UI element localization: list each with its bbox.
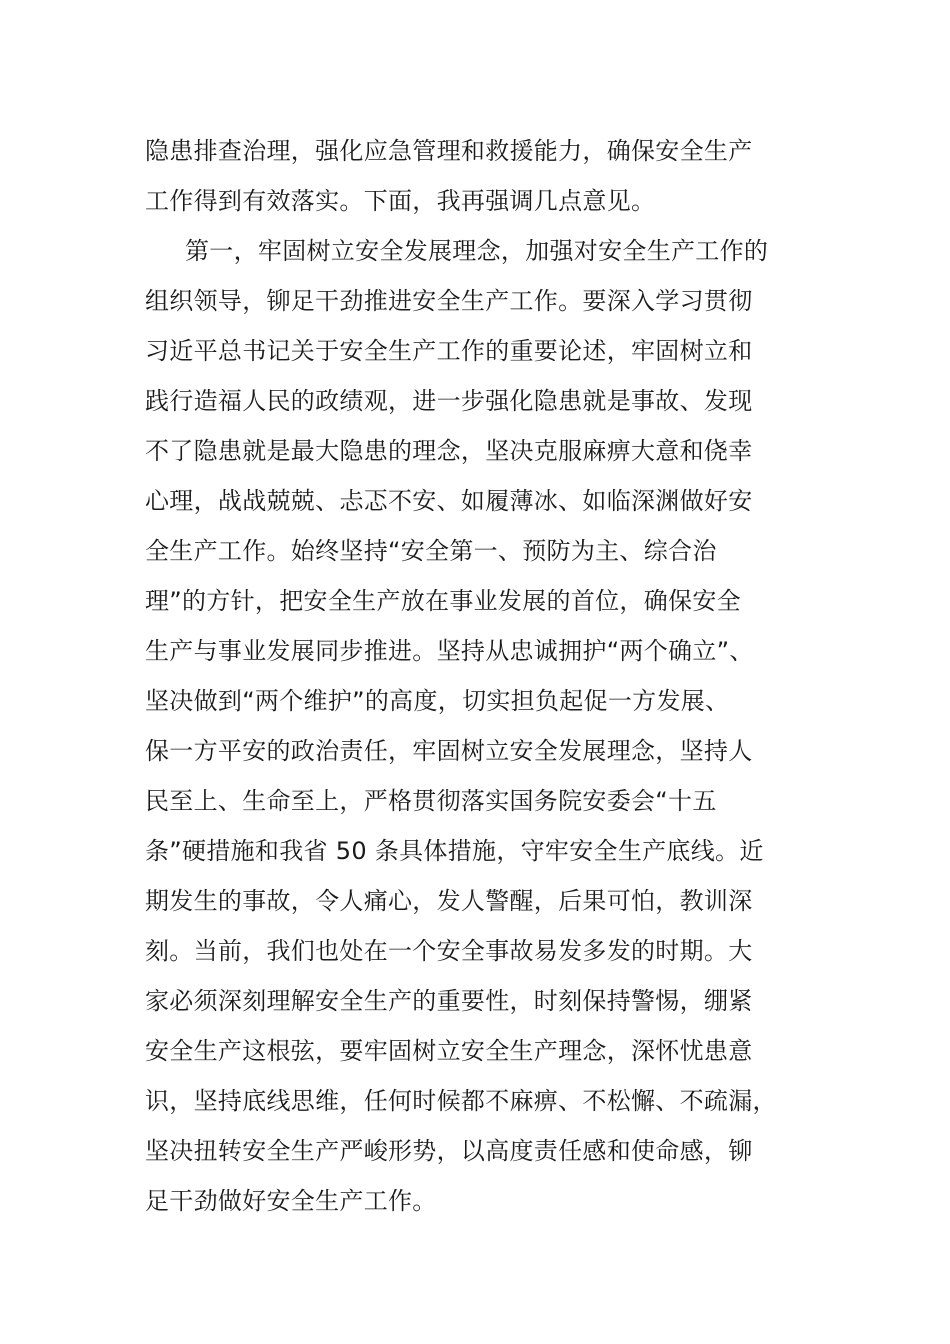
text-line: 践行造福人民的政绩观，进一步强化隐患就是事故、发现 (145, 387, 753, 415)
text-line: 家必须深刻理解安全生产的重要性，时刻保持警惕，绷紧 (145, 987, 753, 1015)
paragraph-first-line: 第一，牢固树立安全发展理念，加强对安全生产工作的 (185, 237, 769, 265)
text-line: 民至上、生命至上，严格贯彻落实国务院安委会“十五 (145, 787, 717, 815)
text-line: 隐患排查治理，强化应急管理和救援能力，确保安全生产 (145, 137, 753, 165)
text-line: 坚决做到“两个维护”的高度，切实担负起促一方发展、 (145, 687, 730, 715)
text-line: 心理，战战兢兢、忐忑不安、如履薄冰、如临深渊做好安 (145, 487, 753, 515)
text-line: 全生产工作。始终坚持“安全第一、预防为主、综合治 (145, 537, 717, 565)
text-line: 识，坚持底线思维，任何时候都不麻痹、不松懈、不疏漏， (145, 1087, 777, 1115)
text-line: 安全生产这根弦，要牢固树立安全生产理念，深怀忧患意 (145, 1037, 753, 1065)
text-line: 不了隐患就是最大隐患的理念，坚决克服麻痹大意和侥幸 (145, 437, 753, 465)
text-line: 生产与事业发展同步推进。坚持从忠诚拥护“两个确立”、 (145, 637, 754, 665)
text-line: 习近平总书记关于安全生产工作的重要论述，牢固树立和 (145, 337, 753, 365)
text-line: 理”的方针，把安全生产放在事业发展的首位，确保安全 (145, 587, 741, 615)
text-line: 期发生的事故，令人痛心，发人警醒，后果可怕，教训深 (145, 887, 753, 915)
text-line: 组织领导，铆足干劲推进安全生产工作。要深入学习贯彻 (145, 287, 753, 315)
body-text (145, 126, 805, 1226)
text-line: 工作得到有效落实。下面，我再强调几点意见。 (145, 187, 656, 215)
text-line: 条”硬措施和我省 50 条具体措施，守牢安全生产底线。近 (145, 837, 764, 865)
text-line: 坚决扭转安全生产严峻形势，以高度责任感和使命感，铆 (145, 1137, 753, 1165)
text-line: 足干劲做好安全生产工作。 (145, 1187, 437, 1215)
text-line: 保一方平安的政治责任，牢固树立安全发展理念，坚持人 (145, 737, 753, 765)
text-line: 刻。当前，我们也处在一个安全事故易发多发的时期。大 (145, 937, 753, 965)
